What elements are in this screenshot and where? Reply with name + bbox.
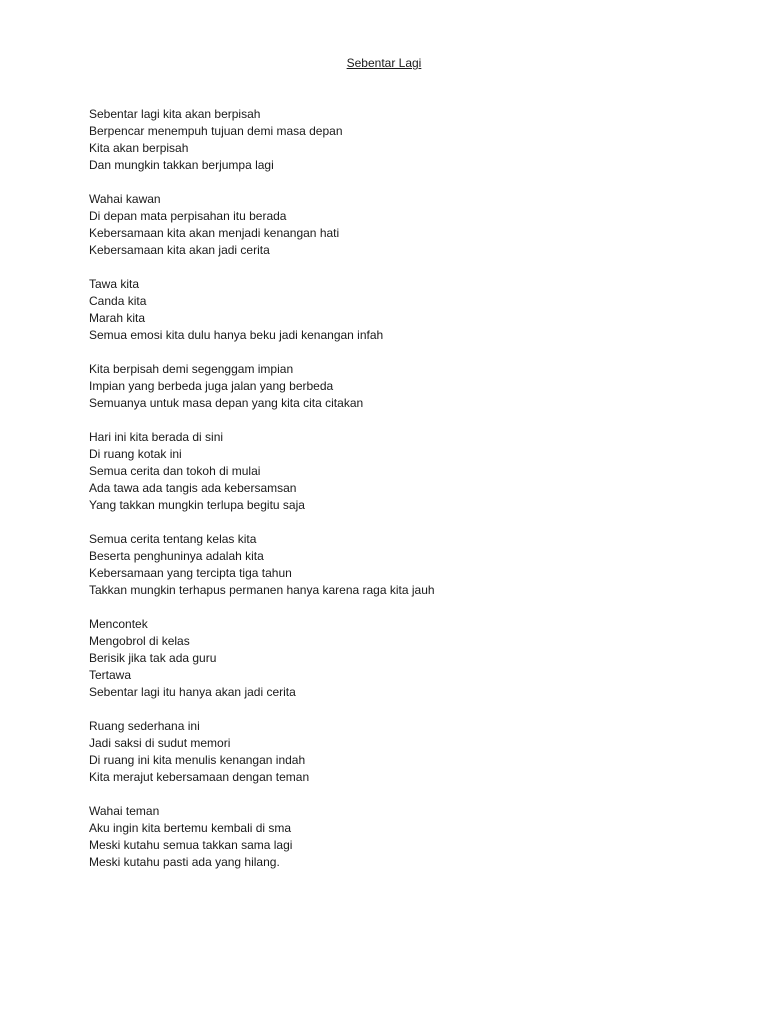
- poem-line: Berisik jika tak ada guru: [89, 651, 217, 665]
- poem-line: Tawa kita: [89, 277, 140, 291]
- poem-line: Semua cerita dan tokoh di mulai: [89, 464, 261, 478]
- poem-line: Takkan mungkin terhapus permanen hanya karena raga kita jauh: [89, 583, 435, 597]
- stanza: [89, 276, 729, 344]
- poem-line: Ada tawa ada tangis ada kebersamsan: [89, 481, 297, 495]
- stanza: [89, 616, 729, 701]
- poem-line: Wahai teman: [89, 804, 160, 818]
- poem-line: Marah kita: [89, 311, 146, 325]
- stanza: [89, 803, 729, 871]
- poem-line: Semuanya untuk masa depan yang kita cita citakan: [89, 396, 364, 410]
- poem-line: Di depan mata perpisahan itu berada: [89, 209, 287, 223]
- poem-line: Canda kita: [89, 294, 147, 308]
- poem-line: Semua cerita tentang kelas kita: [89, 532, 257, 546]
- poem-line: Kebersamaan kita akan jadi cerita: [89, 243, 270, 257]
- poem-line: Wahai kawan: [89, 192, 161, 206]
- poem-line: Semua emosi kita dulu hanya beku jadi kenangan infah: [89, 328, 384, 342]
- stanza: [89, 718, 729, 786]
- poem-line: Kita akan berpisah: [89, 141, 189, 155]
- poem-line: Kebersamaan kita akan menjadi kenangan hati: [89, 226, 340, 240]
- poem-line: Sebentar lagi kita akan berpisah: [89, 107, 261, 121]
- poem-line: Hari ini kita berada di sini: [89, 430, 224, 444]
- poem-line: Impian yang berbeda juga jalan yang berbeda: [89, 379, 334, 393]
- poem-line: Berpencar menempuh tujuan demi masa depan: [89, 124, 343, 138]
- poem-line: Kita berpisah demi segenggam impian: [89, 362, 294, 376]
- poem-line: Meski kutahu pasti ada yang hilang.: [89, 855, 280, 869]
- poem-line: Kita merajut kebersamaan dengan teman: [89, 770, 310, 784]
- poem-line: Tertawa: [89, 668, 132, 682]
- stanza: [89, 106, 729, 174]
- poem-title: Sebentar Lagi: [346, 56, 422, 70]
- poem-line: Mencontek: [89, 617, 148, 631]
- poem-line: Di ruang ini kita menulis kenangan indah: [89, 753, 306, 767]
- stanza: [89, 531, 729, 599]
- poem-line: Di ruang kotak ini: [89, 447, 182, 461]
- poem-line: Aku ingin kita bertemu kembali di sma: [89, 821, 292, 835]
- poem-body: [89, 106, 729, 888]
- poem-line: Jadi saksi di sudut memori: [89, 736, 231, 750]
- stanza: [89, 361, 729, 412]
- poem-line: Mengobrol di kelas: [89, 634, 190, 648]
- stanza: [89, 191, 729, 259]
- stanza: [89, 429, 729, 514]
- poem-line: Dan mungkin takkan berjumpa lagi: [89, 158, 274, 172]
- poem-line: Ruang sederhana ini: [89, 719, 200, 733]
- poem-line: Yang takkan mungkin terlupa begitu saja: [89, 498, 305, 512]
- poem-line: Sebentar lagi itu hanya akan jadi cerita: [89, 685, 296, 699]
- poem-line: Meski kutahu semua takkan sama lagi: [89, 838, 293, 852]
- poem-line: Kebersamaan yang tercipta tiga tahun: [89, 566, 292, 580]
- poem-line: Beserta penghuninya adalah kita: [89, 549, 264, 563]
